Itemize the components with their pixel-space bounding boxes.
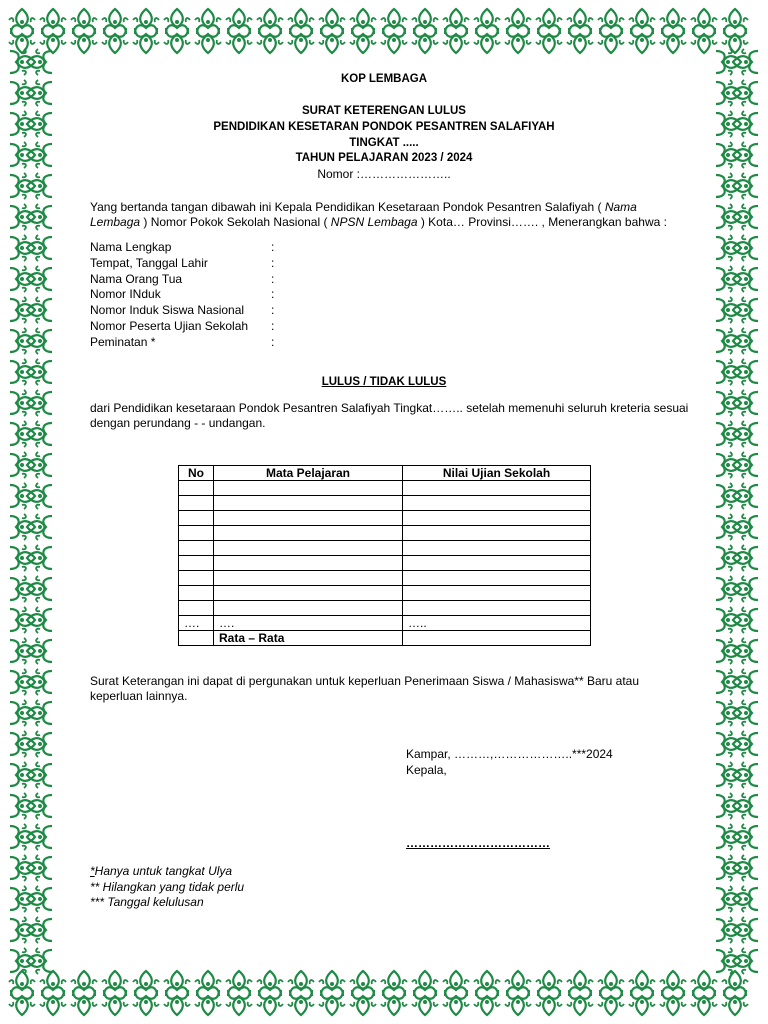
footnote-1 [90, 864, 244, 880]
field-row [90, 240, 390, 256]
nama-lembaga-placeholder: Nama Lembaga [90, 200, 637, 229]
table-row [179, 556, 591, 571]
table-row [179, 481, 591, 496]
cell-no [179, 601, 214, 616]
cell-no [179, 496, 214, 511]
cell-score [403, 556, 591, 571]
table-row [179, 586, 591, 601]
cell-score [403, 586, 591, 601]
cell-subject [214, 526, 403, 541]
field-row [90, 287, 390, 303]
field-colon: : [271, 287, 275, 302]
kop-lembaga: KOP LEMBAGA [340, 73, 428, 85]
cell-no [179, 631, 214, 646]
footnote-1-text: Hanya untuk tangkat Ulya [94, 864, 233, 878]
certificate-number: Nomor :………………….. [317, 167, 451, 181]
table-row [179, 511, 591, 526]
npsn-placeholder: NPSN Lembaga [330, 215, 418, 229]
field-row [90, 335, 390, 351]
average-value [403, 631, 591, 646]
average-label: Rata – Rata [214, 631, 403, 646]
cell-score [403, 481, 591, 496]
header-mata-pelajaran: Mata Pelajaran [214, 466, 403, 481]
cell-no [179, 586, 214, 601]
intro-text-3: ) Kota… Provinsi……. , Menerangkan bahwa : [417, 215, 667, 229]
field-label: Tempat, Tanggal Lahir [90, 255, 208, 270]
table-row [179, 616, 591, 631]
field-colon: : [271, 240, 275, 254]
cell-no [179, 511, 214, 526]
cell-subject [214, 556, 403, 571]
cell-subject [214, 601, 403, 616]
table-row [179, 571, 591, 586]
field-label: Nama Lengkap [90, 240, 172, 254]
cell-subject [214, 586, 403, 601]
field-row [90, 303, 390, 319]
body-paragraph: dari Pendidikan kesetaraan Pondok Pesantren Salafiyah Tingkat…….. setelah memenuhi seluruh kreteria sesuai dengan perundang - - undangan. [90, 401, 689, 430]
field-colon: : [271, 255, 275, 270]
cell-score [403, 601, 591, 616]
field-row [90, 272, 390, 288]
cell-score [403, 526, 591, 541]
footnotes [90, 864, 244, 911]
cell-score [403, 496, 591, 511]
cell-score [403, 511, 591, 526]
header-nilai: Nilai Ujian Sekolah [403, 466, 591, 481]
intro-paragraph [90, 200, 690, 230]
field-colon: : [271, 303, 275, 318]
signature-place-date: Kampar, ………,………………..***2024 [406, 747, 613, 761]
field-colon: : [271, 271, 275, 286]
table-row [179, 541, 591, 556]
grades-table [178, 465, 591, 646]
signature-role: Kepala, [406, 763, 447, 777]
table-row [179, 496, 591, 511]
academic-year: TAHUN PELAJARAN 2023 / 2024 [295, 152, 473, 164]
cell-subject [214, 496, 403, 511]
cell-no [179, 556, 214, 571]
footnote-1-mark: * [90, 864, 95, 878]
field-label: Nomor Induk Siswa Nasional [90, 303, 245, 318]
cell-no [179, 481, 214, 496]
field-label: Peminatan * [90, 334, 156, 349]
cell-no [179, 541, 214, 556]
field-colon: : [271, 318, 275, 333]
footnote-3: *** Tanggal kelulusan [90, 895, 204, 909]
tingkat-line: TINGKAT ..... [349, 137, 419, 149]
intro-text-2: ) Nomor Pokok Sekolah Nasional ( [140, 215, 331, 229]
cell-no [179, 571, 214, 586]
cell-subject: …. [214, 616, 403, 631]
cell-score [403, 541, 591, 556]
cell-no [179, 526, 214, 541]
graduation-status: LULUS / TIDAK LULUS [321, 376, 447, 388]
field-label: Nama Orang Tua [90, 271, 183, 286]
table-footer-row [179, 631, 591, 646]
table-row [179, 601, 591, 616]
cell-subject [214, 571, 403, 586]
student-fields [90, 240, 390, 351]
field-row [90, 319, 390, 335]
cell-score: ….. [403, 616, 591, 631]
cell-no: …. [179, 616, 214, 631]
field-label: Nomor INduk [90, 287, 161, 302]
table-row [179, 526, 591, 541]
footnote-2: ** Hilangkan yang tidak perlu [90, 879, 245, 894]
closing-paragraph: Surat Keterangan ini dapat di pergunakan untuk keperluan Penerimaan Siswa / Mahasiswa** Baru atau keperluan lainnya. [90, 674, 640, 703]
field-label: Nomor Peserta Ujian Sekolah [90, 318, 249, 333]
certificate-subtitle: PENDIDIKAN KESETARAN PONDOK PESANTREN SALAFIYAH [213, 121, 555, 133]
table-header-row [179, 466, 591, 481]
cell-subject [214, 511, 403, 526]
field-colon: : [271, 334, 275, 349]
signature-name-line: ……………………………… [406, 836, 550, 850]
field-row [90, 256, 390, 272]
cell-subject [214, 481, 403, 496]
cell-subject [214, 541, 403, 556]
intro-text-1: Yang bertanda tangan dibawah ini Kepala Pendidikan Kesetaraan Pondok Pesantren Salafiyah ( [90, 200, 605, 214]
cell-score [403, 571, 591, 586]
header-no: No [179, 466, 214, 481]
certificate-title: SURAT KETERENGAN LULUS [302, 105, 466, 117]
